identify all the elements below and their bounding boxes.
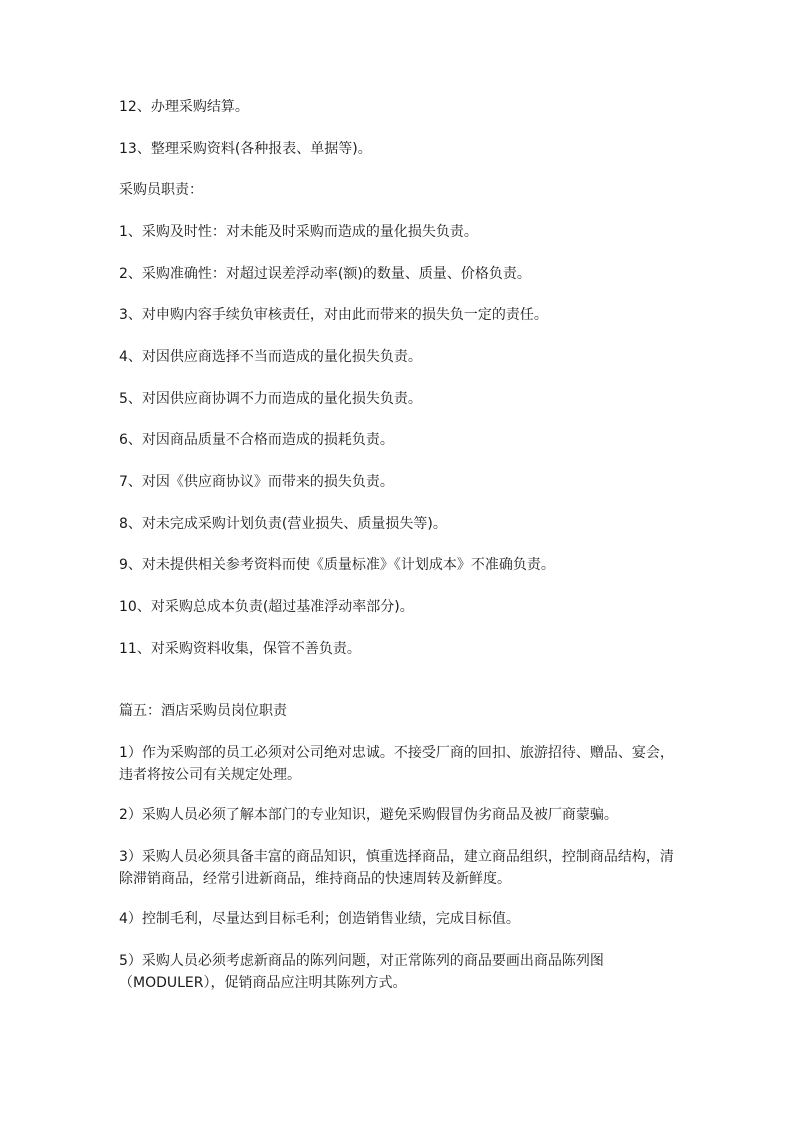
list-item: 5、对因供应商协调不力而造成的量化损失负责。 — [119, 391, 422, 407]
list-item: 6、对因商品质量不合格而造成的损耗负责。 — [119, 432, 394, 448]
paragraph-line: 3）采购人员必须具备丰富的商品知识，慎重选择商品，建立商品组织，控制商品结构，清 — [119, 849, 674, 865]
list-item: 12、办理采购结算。 — [119, 99, 249, 115]
list-item: 7、对因《供应商协议》而带来的损失负责。 — [119, 474, 394, 490]
paragraph-line: （MODULER），促销商品应注明其陈列方式。 — [119, 975, 407, 991]
list-item: 3、对申购内容手续负审核责任，对由此而带来的损失负一定的责任。 — [119, 307, 548, 323]
paragraph-line: 5）采购人员必须考虑新商品的陈列问题，对正常陈列的商品要画出商品陈列图 — [119, 953, 604, 969]
list-item: 10、对采购总成本负责(超过基准浮动率部分)。 — [119, 599, 414, 615]
paragraph-line: 2）采购人员必须了解本部门的专业知识，避免采购假冒伪劣商品及被厂商蒙骗。 — [119, 807, 618, 823]
section-heading: 采购员职责： — [119, 182, 203, 198]
list-item: 9、对未提供相关参考资料而使《质量标准》《计划成本》不准确负责。 — [119, 557, 555, 573]
paragraph-line: 1）作为采购部的员工必须对公司绝对忠诚。不接受厂商的回扣、旅游招待、赠品、宴会， — [119, 745, 674, 761]
list-item: 11、对采购资料收集，保管不善负责。 — [119, 641, 361, 657]
list-item: 4、对因供应商选择不当而造成的量化损失负责。 — [119, 349, 422, 365]
paragraph-line: 违者将按公司有关规定处理。 — [119, 767, 301, 783]
paragraph-line: 除滞销商品，经常引进新商品，维持商品的快速周转及新鲜度。 — [119, 871, 511, 887]
list-item: 8、对未完成采购计划负责(营业损失、质量损失等)。 — [119, 516, 447, 532]
list-item: 13、整理采购资料(各种报表、单据等)。 — [119, 141, 372, 157]
list-item: 2、采购准确性：对超过误差浮动率(额)的数量、质量、价格负责。 — [119, 266, 531, 282]
list-item: 1、采购及时性：对未能及时采购而造成的量化损失负责。 — [119, 224, 478, 240]
chapter-title: 篇五：酒店采购员岗位职责 — [119, 703, 287, 719]
paragraph-line: 4）控制毛利，尽量达到目标毛利；创造销售业绩，完成目标值。 — [119, 911, 520, 927]
